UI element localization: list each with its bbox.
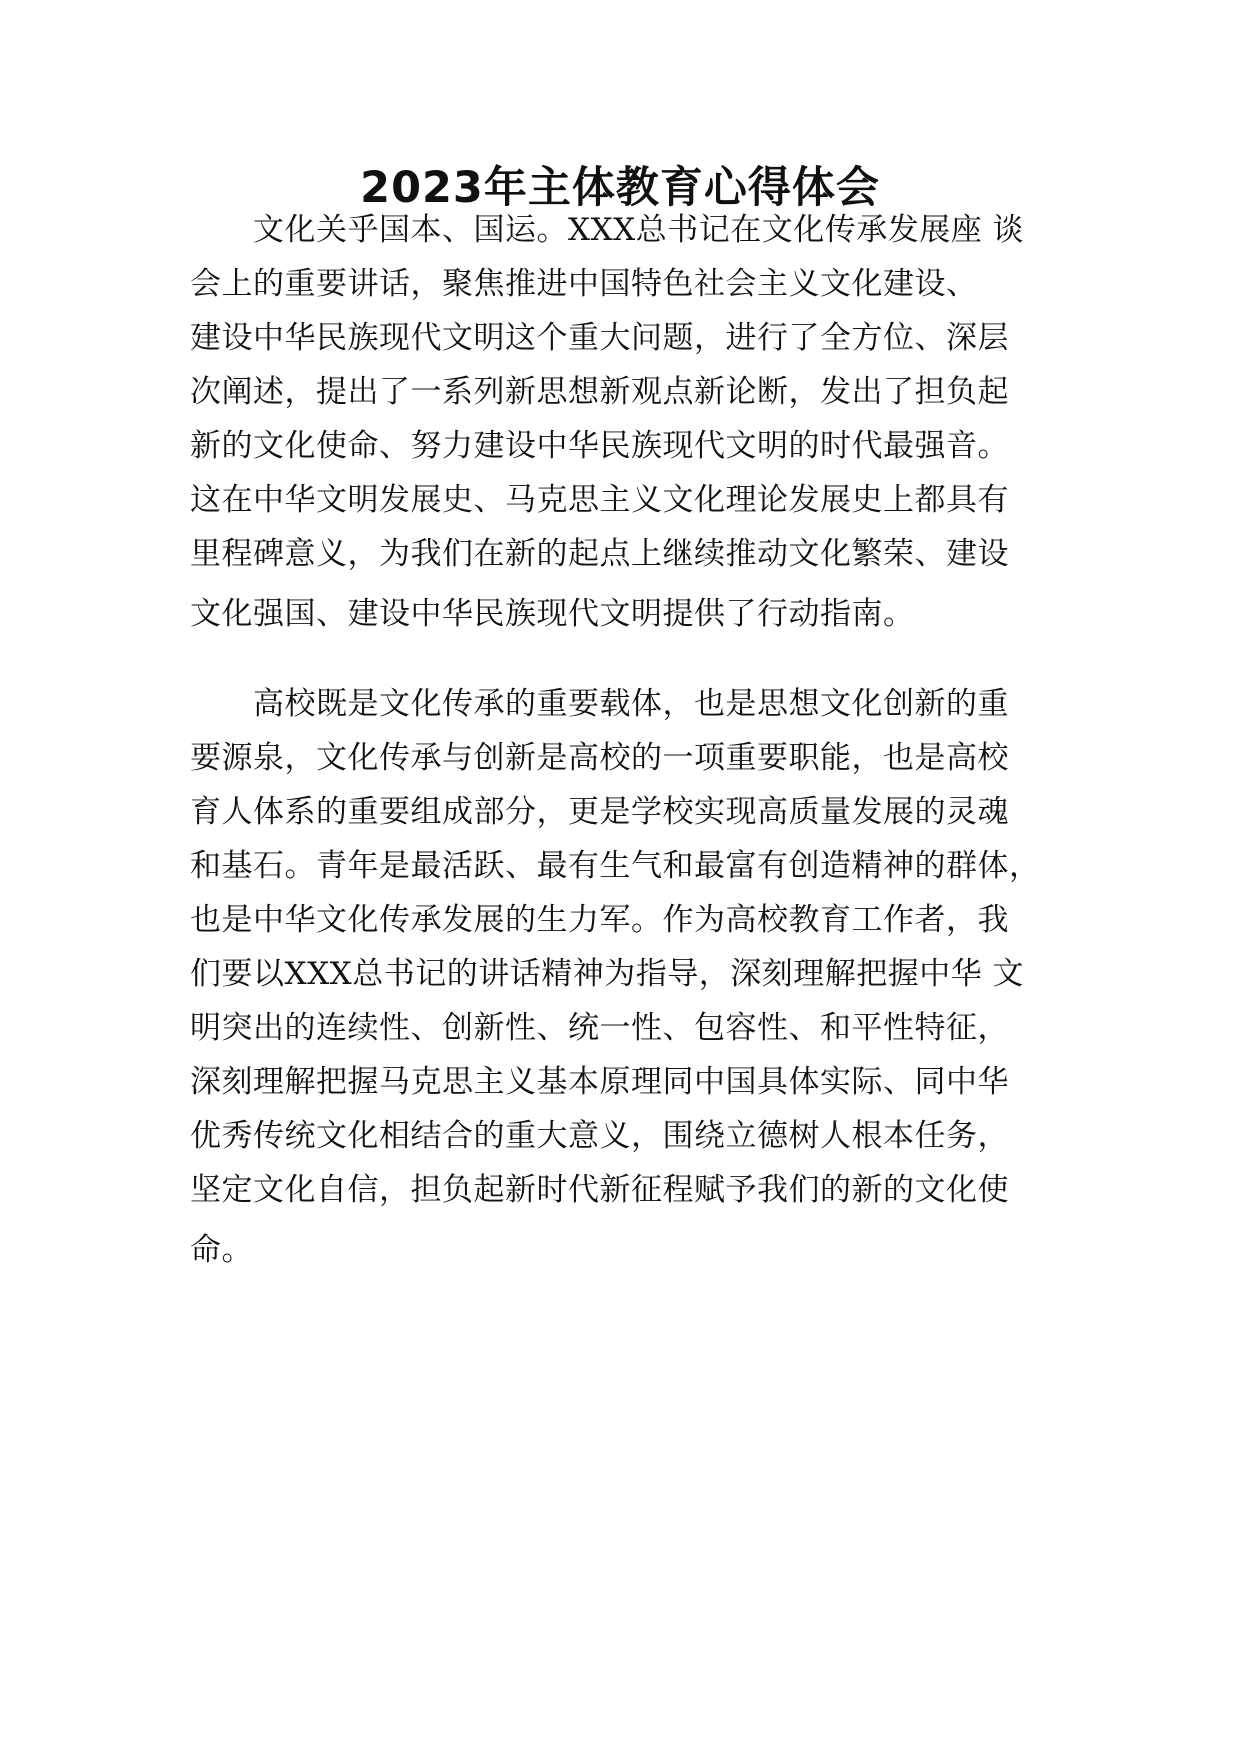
paragraph-line: 优秀传统文化相结合的重大意义，围绕立德树人根本任务， xyxy=(190,1118,1009,1154)
paragraph-line: 文化强国、建设中华民族现代文明提供了行动指南。 xyxy=(190,596,915,632)
document-title: 2023年主体教育心得体会 xyxy=(360,163,880,213)
paragraph-line: 会上的重要讲话，聚焦推进中国特色社会主义文化建设、 xyxy=(190,266,978,302)
paragraph-line: 建设中华民族现代文明这个重大问题，进行了全方位、深层 xyxy=(190,320,1009,356)
paragraph-line: 里程碑意义，为我们在新的起点上继续推动文化繁荣、建设 xyxy=(190,536,1009,572)
paragraph-line: 文化关乎国本、国运。XXX总书记在文化传承发展座 谈 xyxy=(190,212,1025,248)
paragraph-line: 这在中华文明发展史、马克思主义文化理论发展史上都具有 xyxy=(190,482,1009,518)
paragraph-line: 也是中华文化传承发展的生力军。作为高校教育工作者，我 xyxy=(190,902,1009,938)
paragraph-line: 命。 xyxy=(190,1232,253,1268)
paragraph-line: 们要以XXX总书记的讲话精神为指导，深刻理解把握中华 文 xyxy=(190,956,1025,992)
paragraph-line: 要源泉，文化传承与创新是高校的一项重要职能，也是高校 xyxy=(190,740,1009,776)
paragraph-line: 新的文化使命、努力建设中华民族现代文明的时代最强音。 xyxy=(190,428,1009,464)
paragraph-line: 和基石。青年是最活跃、最有生气和最富有创造精神的群体， xyxy=(190,848,1041,884)
paragraph-line: 坚定文化自信，担负起新时代新征程赋予我们的新的文化使 xyxy=(190,1172,1009,1208)
paragraph-line: 明突出的连续性、创新性、统一性、包容性、和平性特征， xyxy=(190,1010,1009,1046)
paragraph-line: 次阐述，提出了一系列新思想新观点新论断，发出了担负起 xyxy=(190,374,1009,410)
paragraph-line: 高校既是文化传承的重要载体，也是思想文化创新的重 xyxy=(190,686,1009,722)
paragraph-line: 育人体系的重要组成部分，更是学校实现高质量发展的灵魂 xyxy=(190,794,1009,830)
paragraph-line: 深刻理解把握马克思主义基本原理同中国具体实际、同中华 xyxy=(190,1064,1009,1100)
